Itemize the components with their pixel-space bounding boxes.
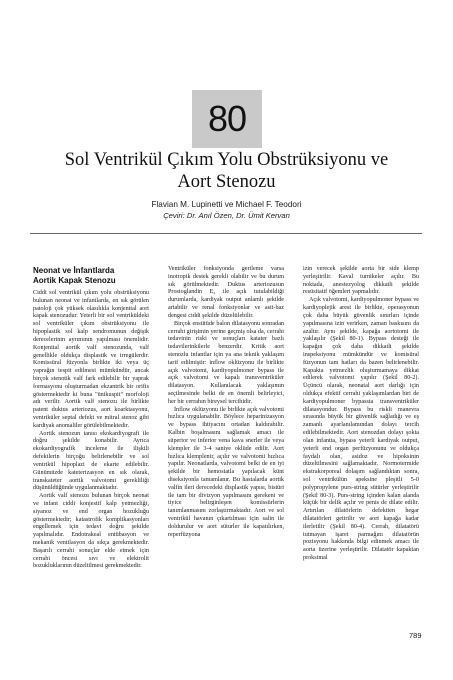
section-heading-line-1: Neonat ve İnfantlarda [33,266,115,275]
paragraph: Ventriküler fonksiyonda gerileme varsa inotropik destek gerekli olabilir ve bu durum sık görülmektedir. Duktus arteriozusun Prostoglandin E₂ ile açık tutulabildiği durumlarda, kardiyak output anlamlı şekilde artabilir ve renal fonksiyonlar ve asit-baz dengesi ciddi şekilde düzeltilebilir. [168,266,284,319]
page-number: 789 [409,631,422,640]
chapter-translators: Çeviri: Dr. Anıl Özen, Dr. Ümit Kervan [163,211,290,220]
chapter-authors: Flavian M. Lupinetti ve Michael F. Teodori [151,200,302,209]
paragraph: Birçok enstitüde balon dilatasyonu sonradan cerrahi girişimin yerine geçmiş olsa da, cerrahi tedavinin riski ve sonuçları katater bazlı tedavilerinkilerle benzerdir. Kritik aort stenozlu infantlar için ya ana teknik yaklaşım tarif edilmiştir: inflow oklüzyonu ile birlikte açık valvotomi, kardiyopulmoner bypass ile açık valvotomi ve kapalı transventriküler dilatasyon. Kullanılacak yaklaşımın seçilmesinde belki de en önemli belirleyici, her bir cerrahın bireysel tercihidir. [168,320,284,405]
paragraph: Açık valvotomi, kardiyopulmoner bypass ve kardiyoplejik arest ile birlikte, operasyonun çok daha büyük güvenlik sınırları içinde yapılmasına izin verirken, zaman baskısını da azaltır. Aynı şekilde, kapağa aortotomi ile yaklaşılır (Şekil 80-1). Bypass desteği ile kapağın çok daha dikkatli şekilde inspeksiyonu mümkündür ve komisüral füzyonun tam hatları da bazen belirlenebilir. Kapakta yetmezlik oluşturmamaya dikkat edilerek valvotomi yapılır (Şekil 80-2). Üçüncü olarak, neonatal aort darlığı için oldukça efektif cerrahi yaklaşımlardan biri de kardiyopulmoner bypassta transventriküler dilatasyondur. Bypass bu riskli manevra sırasında büyük bir güvenlik sağladığı ve eş zamanlı ayarlanılamından dolayı tercih edilebilmektedir. Aort stenozdan dolayı şokta olan infantta, bypass yeterli kardiyak output, yeterli end organ perfüzyonunu ve oldukça faydalı olan, asidoz ve hipoksinin düzeltilmesini sağlamaktadır. Normotermide ekstrakorporeal dolaşım sağlandıktan sonra, sol ventrikülün apeksine pleşitli 5-0 polypropylene purs-string sütürler yerleştirilir (Şekil 80-3). Purs-string içinden kalan alanda küçük bir delik açılır ve penis de dilate edilir. Artırılan dilatörlerin defektten hegar dilatatörleri getirilir ve aort kapağa kadar ilerletilir (Şekil 80-4). Cerrah, dilatatörü tutmayan işaret parmağını dilatatörün pozisyonu hakkında bilgi edinmek amacı ile aorta üzerine yerleştirilir. Dilatatör kapaktan proksimal [303,297,419,562]
paragraph: Ciddi sol ventrikül çıkım yolu obstrüksiyonu bulunan neonat ve infantlarda, en sık görülen patoloji çok yüksek olasılıkla konjenital aort kapak stenozudur. Yeterli bir sol ventriküldeki sol ventriküler çıkım obstrüksiyonu ile hipoplastik sol kalp sendromunun değişik derecelerinin ayrımının yapılması önemlidir. Konjenital aortik valf stenozunda, valf genellikle oldukça displastik ve irregülerdir. Komissüral füzyonla birlikte iki veya üç yaprağın tespit edilmesi mümkündür, ancak birçok stenotik valf fark edilebilir bir yaprak formasyonu oluşturmadan ekzantrik bir orifis göstermektedir ki buna "ünikuspit" morfoloji adı verilir. Aortik valf stenozu ile birlikte patent duktus arteriozus, aort koarktasyonu, ventriküler septal defekt ve mitral stenoz gibi kardiyak anomaliler görülebilmektedir. [33,290,149,429]
chapter-title-line-2: Aort Stenozu [177,172,276,192]
text-column-3 [303,266,419,563]
chapter-title [30,149,423,193]
chapter-number-box [192,90,262,148]
text-column-2 [168,266,284,539]
chapter-title-line-1: Sol Ventrikül Çıkım Yolu Obstrüksiyonu ve [64,150,389,170]
paragraph: izin verecek şekilde aorta bir side klemp yerleştirilir. Kaval turnikeler açılır. Bu noktada, anestezyolog dikkatli şekilde resüsitatif öğemleri yapmalıdır. [303,266,419,296]
paragraph: İnflow oklüzyonu ile birlikte açık valvotomi hızlıca uygulanabilir. Böylece heparinizasyon ve bypass ihtiyacını ortadan kaldırabilir. Kalbin boşalmasını sağlamak amacı ile süperior ve inferior vena kava snerler ile veya klempler ile 3-4 saniye oklüde edilir. Aort hızlıca klemplenir, açılır ve valvotomi hızlıca yapılır. Neonatlarda, valvotomi belki de en iyi şekilde bir hemostatla yapılacak künt diseksiyonla tamamlanır. Bu hastalarda aortik valfin ileri derecedeki displastik yapısı, bistüri ile tam bir divizyon yapılmasını gerekeni ve tiyice belirginleşen komissürlerin tanımlanmasını zorlaştırmaktadır. Aort ve sol ventrikül havanın çıkartılması için salin ile doldurulur ve aort süturler ile kapatılırken, reperfüzyona [168,406,284,538]
section-heading [33,266,149,285]
text-column-1 [33,266,149,571]
paragraph: Aortik valf stenozu bulunan birçok neonat ve infant ciddi konjestif kalp yetmezliği, siyanoz ve end organ bozukluğu göstermektedir; katastrofik komplikasyonları engellemek için tedavi doğru şekilde yapılmalıdır. Endotrakeal entübasyon ve mekanik ventilasyon da sıkça gerekmektedir. Başarılı cerrahi sonuçlar elde etmek için cerrahi öncesi sıvı ve elektrolit bozukluklarının düzeltilmesi gerekmektedir. [33,493,149,570]
paragraph: Aortik stenozun tanısı ekokardiyografi ile doğru şekilde konabilir. Ayrıca ekokardiyografik inceleme ile ilişkili defektlerin birçoğu belirlenebilir ve sol ventrikül hipoplazi de ekarte edilebilir. Günümüzde kateterizasyon en sık olarak, transkateter aortik valvotomi gerekliliği düşünüldüğünde uygulanmaktadır. [33,430,149,492]
section-heading-line-2: Aortik Kapak Stenozu [33,275,116,285]
chapter-number: 80 [207,98,247,139]
header-divider [30,233,422,234]
